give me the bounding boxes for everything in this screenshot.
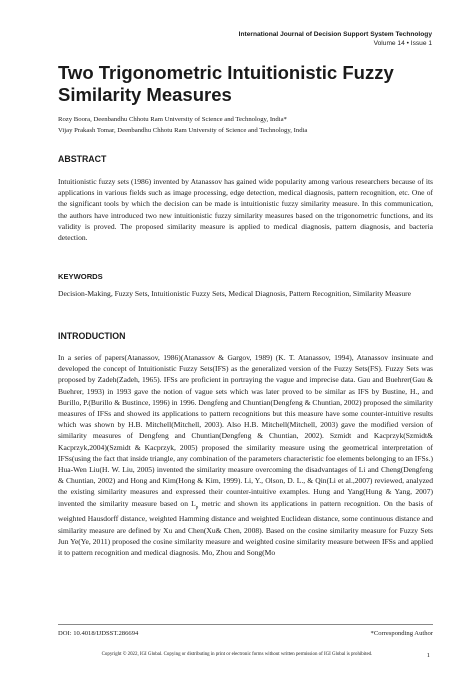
abstract-text: Intuitionistic fuzzy sets (1986) invented by Atanassov has gained wide popularity among various researchers because of its applications in various fields such as image processing, edge detection, medical diagnosis, pattern recognition, etc. One of the significant tools by which the decision can be made is intuitionistic fuzzy similarity measure. In this communication, the authors have introduced two new intuitionistic fuzzy similarity measures based on the trigonometric functions, and its validity is proved. The proposed similarity measure is applied to medical diagnosis, pattern diagnosis, and bacteria detection.	[58, 177, 433, 243]
copyright-notice: Copyright © 2022, IGI Global. Copying or distributing in print or electronic forms without written permission of IGI Global is prohibited.	[101, 652, 373, 657]
lp-subscript: p	[195, 505, 199, 511]
paper-title: Two Trigonometric Intuitionistic Fuzzy Similarity Measures	[58, 62, 394, 105]
keywords-heading: KEYWORDS	[58, 272, 103, 281]
introduction-text-part: In a series of papers(Atanassov, 1986)(Atanassov & Gargov, 1989) (K. T. Atanassov, 1994), Atanassov insinuate and developed the concept of Intuitionistic Fuzzy Sets(IFS) as the generalized version of the Fuzzy Sets(FS). Fuzzy Sets was proposed by Zadeh(Zadeh, 1965). IFSs are proficient in portraying the vague and imprecise data. Gau and Buehrer(Gau & Buehrer, 1993) in 1993 gave the notion of vague sets which was later proved to be similar as IFS by Bustine, H., and Burillo, P.(Burillo & Bustince, 1996) in 1996. Dengfeng and Chuntian(Dengfeng & Chuntian, 2002) proposed the similarity measures of IFSs and showed its applications to pattern recognitions but this measure have some counter-intuitive results which was shown by H.B. Mitchell(Mitchell, 2003). Also H.B. Mitchell(Mitchell, 2003) gave the modified version of similarity measures of Dengfeng and Chuntian(Dengfeng & Chuntian, 2002). Szmidt and Kacprzyk(Szmidt& Kacprzyk,2004)(Szmidt & Kacprzyk, 2005) proposed the similarity measure using the geometrical interpretation of IFSs(using the fact that inside triangle, any combination of the parameters characteristic foe elements belonging to an IFSs.) Hua-Wen Liu(H. W. Liu, 2005) invented the similarity measure overcoming the disadvantages of Li and Cheng(Dengfeng & Chuntian, 2002) and Hong and Kim(Hong & Kim, 1999). Li, Y., Olson, D. L., & Qin(Li et al.,2007) reviewed, analyzed the existing similarity measures and expressed their counter-intuitive examples. Hung and Yang(Hung & Yang, 2007) invented the similarity measure based on L	[58, 353, 433, 508]
introduction-heading: INTRODUCTION	[58, 331, 126, 341]
keywords-text: Decision-Making, Fuzzy Sets, Intuitionistic Fuzzy Sets, Medical Diagnosis, Pattern Recognition, Similarity Measure	[58, 289, 411, 298]
corresponding-author-note: *Corresponding Author	[370, 630, 433, 637]
author-affiliation: Vijay Prakash Tomar, Deenbandhu Chhotu Ram University of Science and Technology, India	[58, 127, 308, 134]
introduction-text	[58, 352, 433, 558]
introduction-text-part: metric and shown its applications in pattern recognition. On the basis of weighted Hausdorff distance, weighted Hamming distance and weighted Euclidean distance, some continuous distance and similarity measure are defined by Xu and Chen(Xu& Chen, 2008). Based on the cosine similarity measure for Fuzzy Sets Jun Ye(Ye, 2011) proposed the cosine similarity measure and weighted cosine similarity measure between IFSs and applied it to pattern recognition and medical diagnosis. Mo, Zhou and Song(Mo	[58, 498, 433, 557]
volume-issue: Volume 14 • Issue 1	[373, 40, 432, 47]
author-list	[58, 114, 438, 136]
footer-divider	[58, 624, 433, 625]
abstract-heading: ABSTRACT	[58, 154, 107, 164]
author-affiliation: Rozy Boora, Deenbandhu Chhotu Ram University of Science and Technology, India*	[58, 116, 287, 123]
page-number: 1	[426, 652, 430, 659]
doi-link[interactable]: DOI: 10.4018/IJDSST.286694	[58, 630, 139, 637]
journal-name: International Journal of Decision Support System Technology	[238, 31, 432, 38]
journal-header	[239, 30, 432, 48]
